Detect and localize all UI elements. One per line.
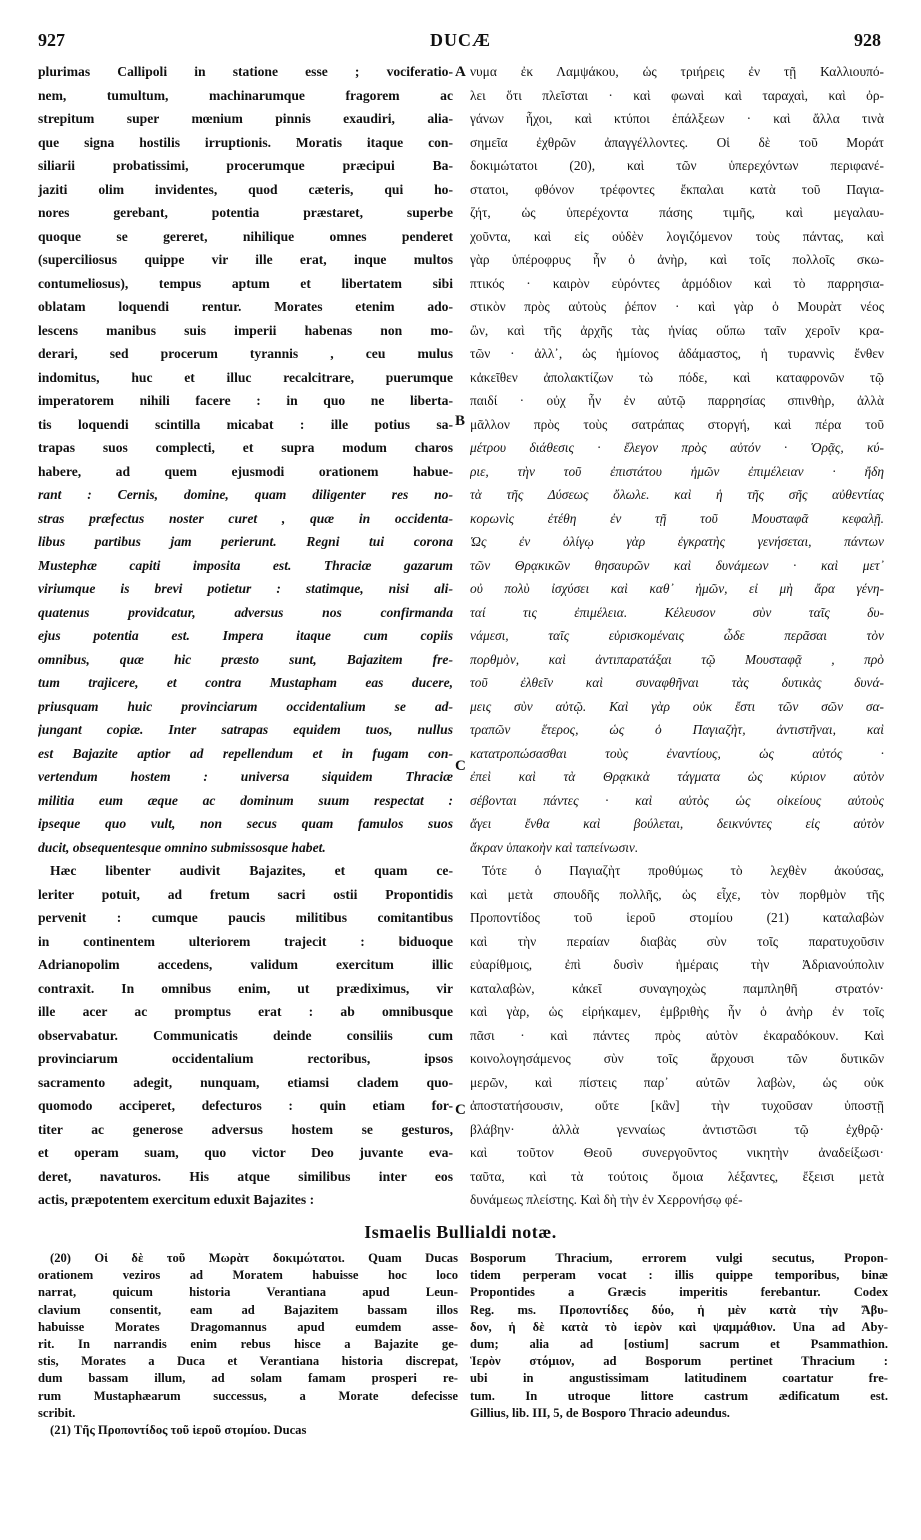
greek-line: κατατροπώσασθαι τοὺς ἐναντίους, ὡς αὐτός ·: [470, 745, 884, 761]
greek-line: τοῦ ἐλθεῖν καὶ συναφθῆναι τὰς δυτικὰς δυνά-: [470, 675, 884, 690]
latin-line: (superciliosus quippe vir ille erat, inque multos: [38, 252, 453, 267]
greek-line: στικὸν πρὸς αὐτοὺς ῥέπον · καὶ γὰρ ὁ Μουρὰτ νέος: [470, 299, 884, 314]
note-line-left: orationem veziros ad Moratem habuisse hoc loco: [38, 1268, 458, 1283]
greek-line: γάνων ἦχοι, καὶ κτύποι ἐπάλξεων · καὶ ἄλλα τινὰ: [470, 111, 884, 126]
greek-line: ὢν, καὶ τῆς ἀρχῆς τὰς ἡνίας οὔπω ταῖν χεροῖν κρα-: [470, 322, 884, 338]
greek-line: καὶ γὰρ, ὡς εἰρήκαμεν, ἐμβριθὴς ἦν ὁ ἀνὴρ ἐν τοῖς: [470, 1004, 884, 1019]
greek-line: Προποντίδος τοῦ ἱεροῦ στομίου (21) καταλαβὼν: [470, 910, 884, 925]
greek-line: καὶ τοῦτον Θεοῦ συνεργοῦντος νικητὴν ἀναδείξωσι·: [470, 1145, 884, 1160]
latin-line: actis, præpotentem exercitum eduxit Bajazites :: [38, 1192, 315, 1207]
note-line-left: (21) Τῆς Προποντίδος τοῦ ἱεροῦ στομίου. Ducas: [50, 1423, 307, 1438]
latin-line: provinciarum occidentalium rectoribus, ipsos: [38, 1051, 453, 1066]
greek-line: τραπῶν ἕτερος, ὡς ὁ Παγιαζὴτ, ἀντιστῆναι, καὶ: [470, 722, 884, 737]
latin-line: indomitus, huc et illuc recalcitrare, puerumque: [38, 369, 453, 385]
notes-right-column: [470, 1250, 888, 1422]
latin-line: ille acer ac promptus erat : ab omnibusque: [38, 1004, 453, 1019]
note-line-right: Ἱερὸν στόμιον, ad Bosporum pertinet Thracium :: [470, 1354, 888, 1369]
latin-line: strepitum super mœnium pinnis exaudiri, alia-: [38, 111, 453, 126]
note-line-left: narrat, quicum historia Verantiana apud Leun-: [38, 1285, 458, 1300]
latin-line: nem, tumultum, machinarumque fragorem ac: [38, 87, 453, 103]
latin-line: ejus potentia est. Impera itaque cum copiis: [38, 628, 453, 643]
margin-marker-a: A: [455, 64, 466, 80]
latin-line: in continentem ulteriorem trajecit : biduoque: [38, 933, 453, 949]
latin-line: Adrianopolim accedens, validum exercitum illic: [38, 957, 453, 972]
greek-line: μερῶν, καὶ πίστεις παρ᾽ αὐτῶν λαβὼν, ὡς οὐκ: [470, 1074, 884, 1090]
latin-line: quomodo acciperet, defecturos : quin etiam for-: [38, 1098, 453, 1113]
greek-line: μέτρου διάθεσις · ἔλεγον πρὸς αὐτόν · Ὁρᾷς, κύ-: [470, 440, 884, 455]
greek-line: πᾶσι · καὶ πάντες πρὸς αὐτὸν ἐκαραδόκουν. Καὶ: [470, 1027, 884, 1043]
greek-line: χοῦντα, καὶ εἰς οὐδὲν λογιζόμενον τοὺς πάντας, καὶ: [470, 228, 884, 244]
greek-line: ἀποστατήσουσιν, οὔτε [κἂν] τὴν τυχοῦσαν ὑποστῇ: [470, 1098, 884, 1113]
greek-line: βλάβην· ἀλλὰ γενναίως ἀντιστῶσι τῷ ἐχθρῷ·: [470, 1121, 884, 1137]
greek-line: καὶ μετὰ σπουδῆς πολλῆς, ὡς εἶχε, τὸν πορθμὸν τῆς: [470, 886, 884, 902]
latin-line: libus partibus jam perierunt. Regni tui corona: [38, 534, 453, 549]
greek-line: στατοι, φθόνον τρέφοντες ἔκπαλαι κατὰ τοῦ Παγια-: [470, 181, 884, 197]
latin-line: jungant copiæ. Inter satrapas equidem tuos, nullus: [38, 722, 453, 737]
greek-line: ζήτ, ὡς ὑπερέχοντα πάσης τιμῆς, καὶ μεγαλαυ-: [470, 205, 884, 220]
latin-line: oblatam loquendi rentur. Morates etenim ado-: [38, 299, 453, 314]
margin-marker-c: C: [455, 758, 466, 774]
latin-column: [38, 60, 453, 1212]
greek-line: οὐ πολὺ ἰσχύσει καὶ καθ᾽ ἡμῶν, εἰ μὴ ἄρα γένη-: [470, 581, 884, 596]
latin-line: omnibus, quæ hic præsto sunt, Bajazitem fre-: [38, 651, 453, 667]
latin-line: vertendum hostem : universa siquidem Thraciæ: [38, 769, 453, 784]
greek-line: ταῦτα, καὶ τὰ τούτοις ὅμοια λέξαντες, ἔξεισι μετὰ: [470, 1168, 884, 1184]
note-line-right: tum. In utroque littore castrum ædificatum est.: [470, 1388, 888, 1403]
note-line-left: habuisse Morates Dragomannus apud eumdem asse-: [38, 1319, 458, 1334]
latin-line: quatenus providcatur, adversus nos confirmanda: [38, 604, 453, 620]
latin-line: leriter potuit, ad fretum sacri ostii Propontidis: [38, 886, 453, 902]
latin-line: imperatorem nihili facere : in quo ne liberta-: [38, 393, 453, 408]
latin-line: tum trajicere, et contra Mustapham eas ducere,: [38, 675, 453, 690]
latin-line: siliarii probatissimi, procerumque præcipui Ba-: [38, 158, 453, 173]
greek-column: [470, 60, 884, 1212]
latin-line: sacramento adegit, nunquam, etiamsi cladem quo-: [38, 1074, 453, 1090]
greek-line: κοινολογησάμενος σὺν τοῖς ἄρχουσι τῶν δυτικῶν: [470, 1051, 884, 1066]
note-line-right: ubi in angustissimam latitudinem coartatur fre-: [470, 1371, 888, 1386]
latin-line: viriumque is brevi potietur : statimque, nisi ali-: [38, 581, 453, 596]
latin-line: tis loquendi scintilla micabat : ille potius sa-: [38, 416, 453, 432]
greek-line: τὰ τῆς Δύσεως ὄλωλε. καὶ ἡ τῆς σῆς αὐθεντίας: [470, 487, 884, 502]
greek-line: τῶν Θρᾳκικῶν θησαυρῶν καὶ δυνάμεων · καὶ μετ᾽: [470, 557, 884, 573]
greek-line: σέβονται πάντες · καὶ αὐτὸς ὡς οἰκείους αὐτοὺς: [470, 792, 884, 808]
note-line-right: Gillius, lib. III, 5, de Bosporo Thracio adeundus.: [470, 1405, 730, 1420]
greek-line: ἄκραν ὑπακοὴν καὶ ταπείνωσιν.: [470, 839, 639, 855]
latin-line: est Bajazite aptior ad repellendum et in fugam con-: [38, 745, 453, 761]
latin-line: plurimas Callipoli in statione esse ; vociferatio-: [38, 64, 453, 79]
latin-line: priusquam huic provinciarum occidentalium se ad-: [38, 698, 453, 714]
latin-line: ipseque quo vult, non secus quam famulos suos: [38, 816, 453, 831]
greek-line: κορωνὶς ἐτέθη ἐν τῇ τοῦ Μουσταφᾶ κεφαλῇ.: [470, 510, 884, 526]
greek-line: δοκιμώτατοι (20), καὶ τῶν ὑπερεχόντων περιφανέ-: [470, 158, 884, 173]
note-line-right: dum; alia ad [ostium] sacrum et Psammathion.: [470, 1337, 888, 1352]
greek-line: παιδί · οὐχ ἦν ἐν αὐτῷ παρρησίας σπινθὴρ, ἀλλὰ: [470, 393, 884, 408]
latin-line: contumeliosus), tempus aptum et libertatem sibi: [38, 275, 453, 291]
latin-line: pervenit : cumque paucis militibus comitantibus: [38, 910, 453, 925]
latin-line: titer ac generose adversus hostem se gesturos,: [38, 1121, 453, 1137]
left-page-number: 927: [38, 30, 65, 50]
greek-line: εὐαρίθμοις, ἐπὶ δυσὶν ἡμέραις τὴν Ἀδριανούπολιν: [470, 957, 884, 972]
latin-line: contraxit. In omnibus enim, ut prædiximus, vir: [38, 980, 453, 996]
latin-line: Mustephæ capiti imposita est. Thraciæ gazarum: [38, 557, 453, 573]
note-line-right: Reg. ms. Προποντίδες δύο, ἡ μὲν κατὰ τὴν Ἄβυ-: [470, 1302, 888, 1317]
latin-line: et operam suam, quo victor Deo juvante eva-: [38, 1145, 453, 1160]
note-line-left: (20) Οἱ δὲ τοῦ Μωρὰτ δοκιμώτατοι. Quam Ducas: [50, 1251, 458, 1265]
greek-line: πορθμὸν, καὶ ἀντιπαρατάξαι τῷ Μουσταφᾷ , πρὸ: [470, 651, 884, 667]
note-line-left: clavium consentit, eam ad Bajazitem bassam illos: [38, 1302, 458, 1317]
greek-line: ἄγει ἔνθα καὶ βούλεται, δεικνύντες εἰς αὐτὸν: [470, 816, 884, 831]
greek-line: λει ὅτι πλεῖσται · καὶ φωναὶ καὶ ταραχαὶ, καὶ ὀρ-: [470, 87, 884, 103]
greek-line: Ὡς ἐν ὀλίγῳ γὰρ ἐγκρατὴς γενήσεται, πάντων: [470, 534, 884, 549]
greek-line: ἐπεὶ καὶ τὰ Θρᾳκικὰ τάγματα ὡς κύριον αὐτὸν: [470, 769, 884, 784]
latin-line: que signa hostilis irruptionis. Moratis itaque con-: [38, 134, 453, 150]
right-page-number: 928: [854, 30, 881, 50]
note-line-left: rum Mustaphæarum successus, a Morate defecisse: [38, 1388, 458, 1403]
note-line-right: Propontides a Græcis imperitis ferebantur. Codex: [470, 1285, 888, 1300]
greek-line: τῶν · ἀλλ᾽, ὡς ἡμίονος ἀδάμαστος, ἡ τυραννὶς ἔνθεν: [470, 346, 884, 361]
latin-line: Hæc libenter audivit Bajazites, et quam ce-: [50, 863, 453, 878]
latin-line: militia eum æque ac dominum suum respectat :: [38, 792, 453, 808]
latin-line: ducit, obsequentesque omnino submissosque habet.: [38, 839, 326, 855]
greek-line: πτικός · καιρὸν εὑρόντες ἁρμόδιον καὶ τὸ παρρησια-: [470, 275, 884, 291]
greek-line: νυμα ἐκ Λαμψάκου, ὡς τριήρεις ἐν τῇ Καλλιουπό-: [470, 64, 884, 79]
greek-line: μεις σὺν αὐτῷ. Καὶ γὰρ οὐκ ἔστι τῶν σῶν σα-: [470, 698, 884, 714]
greek-line: δυνάμεως πλείστης. Καὶ δὴ τὴν ἐν Χερρονήσῳ φέ-: [470, 1192, 743, 1207]
notes-left-column: [38, 1250, 458, 1439]
note-line-right: tidem perperam vocat : illis quippe temporibus, binæ: [470, 1268, 888, 1283]
greek-line: ταί τις ἐπιμέλεια. Κέλευσον σὺν ταῖς δυ-: [470, 604, 884, 620]
greek-line: κἀκεῖθεν ἀπολακτίζων τὼ πόδε, καὶ καταφρονῶν τῷ: [470, 369, 884, 385]
note-line-left: scribit.: [38, 1405, 76, 1420]
greek-line: Τότε ὁ Παγιαζὴτ προθύμως τὸ λεχθὲν ἀκούσας,: [482, 863, 884, 878]
latin-line: jaziti olim invidentes, quod cæteris, qui ho-: [38, 181, 453, 197]
latin-line: nores gerebant, potentia præstaret, superbe: [38, 205, 453, 220]
notes-title: Ismaelis Bullialdi notæ.: [364, 1222, 557, 1242]
margin-marker-c-second: C: [455, 1102, 466, 1118]
latin-line: quoque se gereret, nihilique omnes penderet: [38, 228, 453, 244]
note-line-left: dum bassam illum, ad solam famam prosperi re-: [38, 1371, 458, 1386]
note-line-left: rit. In narrandis enim rebus hisce a Bajazite ge-: [38, 1337, 458, 1352]
latin-line: habere, ad quem ejusmodi orationem habue-: [38, 463, 453, 479]
greek-line: καταλαβὼν, κἀκεῖ συναγηοχὼς παμπληθῆ στρατόν·: [470, 980, 884, 996]
greek-line: σημεῖα ἐχθρῶν ἀπαγγέλλοντες. Οἱ δὲ τοῦ Μοράτ: [470, 134, 884, 150]
latin-line: derari, sed procerum tyrannis , ceu mulus: [38, 346, 453, 361]
margin-marker-b: B: [455, 413, 466, 429]
greek-line: γὰρ ὑπέροφρυς ἦν ὁ ἀνὴρ, καὶ τοῖς πολλοῖς σκω-: [470, 252, 884, 267]
latin-line: rant : Cernis, domine, quam diligenter res no-: [38, 487, 453, 502]
latin-line: trapas suos complecti, et supra modum charos: [38, 440, 453, 455]
note-line-left: stis, Morates a Duca et Verantiana historia discrepat,: [38, 1354, 458, 1369]
latin-line: stras præfectus noster curet , quæ in occidenta-: [38, 510, 453, 526]
greek-line: νάμεσι, ταῖς εὑρισκομέναις ὧδε περᾶσαι τὸν: [470, 628, 884, 643]
note-line-right: δον, ἡ δὲ κατὰ τὸ ἱερὸν καὶ ψαμμάθιον. Una ad Aby-: [470, 1319, 888, 1334]
latin-line: observabatur. Communicatis deinde consiliis cum: [38, 1027, 453, 1043]
running-title: DUCÆ: [430, 30, 491, 50]
latin-line: lescens manibus suis imperii habenas non mo-: [38, 322, 453, 338]
greek-line: καὶ τὴν περαίαν διαβὰς σὺν τοῖς παρατυχοῦσιν: [470, 933, 884, 949]
greek-line: ριε, τὴν τοῦ ἐπιστάτου ἡμῶν ἐπιμέλειαν · ἤδη: [470, 463, 884, 479]
note-line-right: Bosporum Thracium, errorem vulgi secutus, Propon-: [470, 1251, 888, 1265]
latin-line: deret, navaturos. His atque similibus inter eos: [38, 1168, 453, 1184]
greek-line: μᾶλλον πρὸς τοὺς σατράπας στοργή, καὶ πέρα τοῦ: [470, 416, 884, 432]
